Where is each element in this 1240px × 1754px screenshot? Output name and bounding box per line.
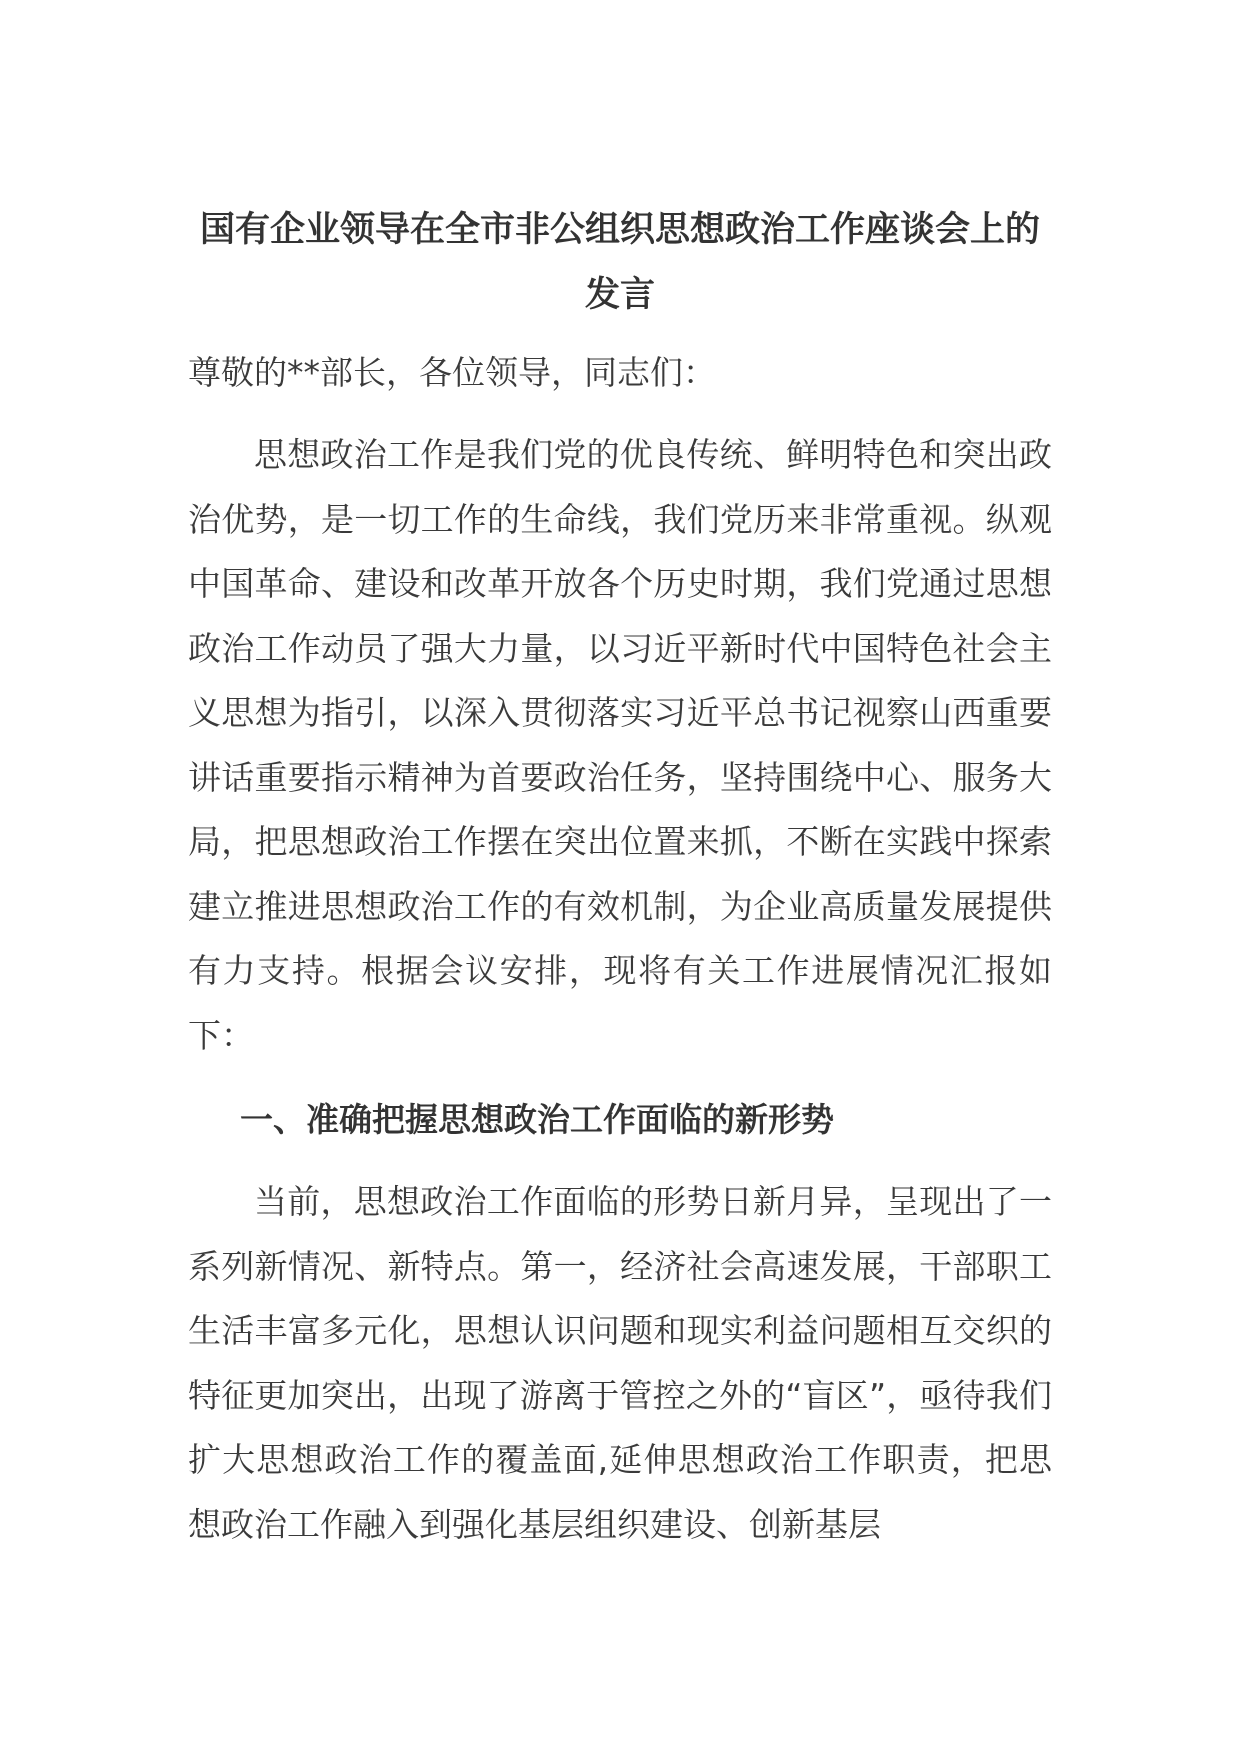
salutation: 尊敬的**部长，各位领导，同志们： <box>188 353 716 392</box>
body-paragraph: 当前，思想政治工作面临的形势日新月异，呈现出了一系列新情况、新特点。第一，经济社会高速发展，干部职工生活丰富多元化，思想认识问题和现实利益问题相互交织的特征更加突出，出现了游离于管控之外的“盲区”，亟待我们扩大思想政治工作的覆盖面,延伸思想政治工作职责，把思想政治工作融入到强化基层组织建设、创新基层 <box>188 1182 1052 1544</box>
section-heading: 一、准确把握思想政治工作面临的新形势 <box>240 1100 834 1139</box>
body-paragraph: 思想政治工作是我们党的优良传统、鲜明特色和突出政治优势，是一切工作的生命线，我们党历来非常重视。纵观中国革命、建设和改革开放各个历史时期，我们党通过思想政治工作动员了强大力量，以习近平新时代中国特色社会主义思想为指引，以深入贯彻落实习近平总书记视察山西重要讲话重要指示精神为首要政治任务，坚持围绕中心、服务大局，把思想政治工作摆在突出位置来抓，不断在实践中探索建立推进思想政治工作的有效机制，为企业高质量发展提供有力支持。根据会议安排，现将有关工作进展情况汇报如下： <box>188 435 1052 1055</box>
document-title: 国有企业领导在全市非公组织思想政治工作座谈会上的发言 <box>199 210 1040 315</box>
